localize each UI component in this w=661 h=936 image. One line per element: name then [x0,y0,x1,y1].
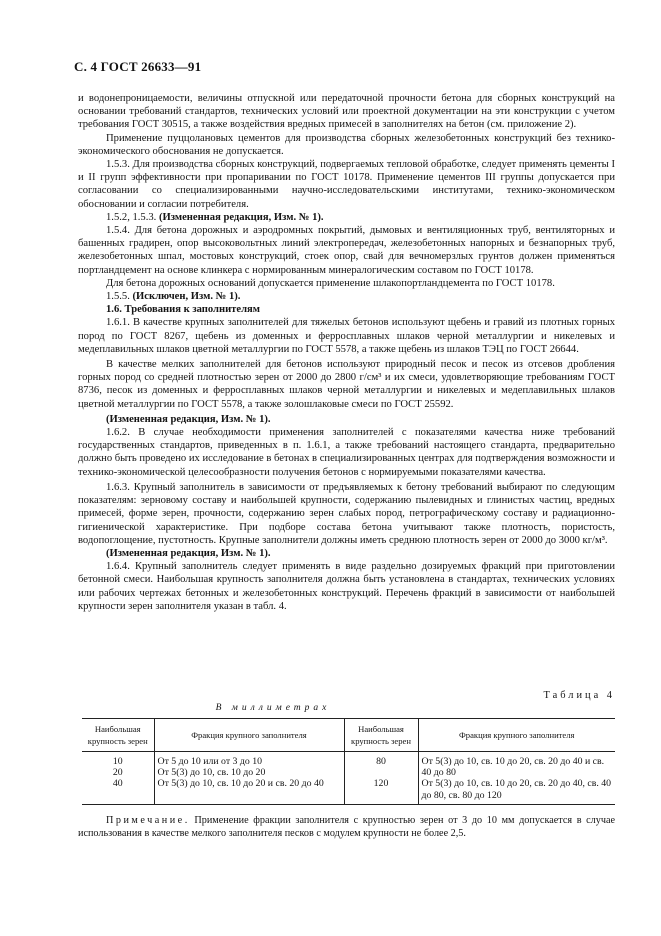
section-heading: 1.6. Требования к заполнителям [106,304,260,316]
table-cell: 10 [112,756,123,767]
clause-numbers: 1.5.2, 1.5.3. [106,211,157,223]
paragraph: Применение пуццолановых цементов для производства сборных железобетонных конструкций без технико-экономического обоснования не допускается. [78,132,615,157]
amendment-note: (Измененная редакция, Изм. № 1). [158,211,324,223]
table-cell: От 5(3) до 10, св. 10 до 20, св. 20 до 40 и св. 40 до 80 [418,752,615,779]
paragraph: 1.6.1. В качестве крупных заполнителей для тяжелых бетонов используют щебень и гравий из плотных горных пород по ГОСТ 8267, щебень из доменных и ферросплавных шлаков черной металлургии и никелевых и медеплавильных шлаков цветной металлургии по ГОСТ 5578, а также щебень из шлаков ТЭЦ по ГОСТ 26644. [78,317,615,355]
excluded-line [78,290,615,303]
paragraph: 1.5.4. Для бетона дорожных и аэродромных покрытий, дымовых и вентиляционных труб, вентиляторных и башенных градирен, опор высоковольтных линий электропередач, железобетонных напорных и безнапорных труб, железобетонных шпал, мостовых конструкций, стоек опор, свай для вечномерзлых грунтов должен применяться портландцемент на основе клинкера с нормированным минералогическим составом по ГОСТ 10178. [78,225,615,276]
amendment-line [78,211,615,224]
table-cell: От 5(3) до 10, св. 10 до 20 [154,767,344,778]
paragraph: Для бетона дорожных оснований допускается применение шлакопортландцемента по ГОСТ 10178. [106,277,555,289]
table-cell: 20 [112,767,123,779]
column-header: Фракция крупного заполнителя [418,719,615,752]
table-cell [344,767,418,778]
table-caption: Таблица 4 [543,690,615,701]
paragraph: В качестве мелких заполнителей для бетонов используют природный песок и песок из отсевов дробления горных пород со средней плотностью зерен от 2000 до 2800 г/см³ и их смеси, удовлетворяющие требованиям ГОСТ 8736, песок из доменных и ферросплавных шлаков черной металлургии и никелевых и медеплавильных шлаков цветной металлургии по ГОСТ 5578, а также золошлаковые смеси по ГОСТ 25592. [78,359,615,410]
paragraph: 1.5.3. Для производства сборных конструкций, подвергаемых тепловой обработке, следует применять цементы I и II групп эффективности при пропаривании по ГОСТ 10178. Применение цементов III группы допускается при согласовании со специализированными научно-исследовательскими институтами, технико-экономическом обосновании и согласии потребителя. [78,159,615,210]
note-label: Примечание. [106,815,190,826]
column-header: Наибольшая крупность зерен [82,719,154,752]
table-row [82,778,615,804]
table-note [78,815,615,840]
amendment-note: (Измененная редакция, Изм. № 1). [106,547,271,559]
document-body [78,92,615,613]
paragraph: 1.6.3. Крупный заполнитель в зависимости от предъявляемых к бетону требований выбирают по следующим показателям: зерновому составу и наибольшей крупности, содержанию пылевидных и глинистых частиц, вредных примесей, форме зерен, прочности, содержанию зерен слабых пород, петрографическому составу и радиационно-гигиенической характеристике. При подборе состава бетона учитывают также плотность, пористость, водопоглощение, пустотность. Крупные заполнители должны иметь среднюю плотность зерен от 2000 до 3000 кг/м³. [78,481,615,546]
table-cell: От 5(3) до 10, св. 10 до 20 и св. 20 до 40 [154,778,344,804]
fraction-table [82,718,615,805]
table-cell: 80 [344,752,418,768]
table-cell: 120 [344,778,418,804]
table-row [82,752,615,768]
page-header: С. 4 ГОСТ 26633—91 [74,59,202,74]
excluded-note: (Исключен, Изм. № 1). [132,291,241,303]
column-header: Наибольшая крупность зерен [344,719,418,752]
table-cell: 40 [82,778,154,804]
amendment-note: (Измененная редакция, Изм. № 1). [106,413,271,425]
clause-number: 1.5.5. [106,291,130,303]
table-cell: От 5(3) до 10, св. 10 до 20, св. 20 до 40, св. 40 до 80, св. 80 до 120 [418,778,615,804]
paragraph: 1.6.2. В случае необходимости применения заполнителей с показателями качества ниже требований государственных стандартов, приведенных в п. 1.6.1, а также требований настоящего стандарта, предварительно должно быть проведено их исследование в бетонах в специализированных центрах для подтверждения возможности и технико-экономической целесообразности получения бетонов с нормируемыми показателями качества. [78,427,615,478]
table-units: В миллиметрах [215,703,331,713]
column-header: Фракция крупного заполнителя [154,719,344,752]
paragraph: 1.6.4. Крупный заполнитель следует применять в виде раздельно дозируемых фракций при приготовлении бетонной смеси. Наибольшая крупность заполнителя должна быть установлена в стандартах, технических условиях или рабочих чертежах бетонных и железобетонных конструкций. Перечень фракций в зависимости от наибольшей крупности зерен заполнителя указан в табл. 4. [78,561,615,612]
note-text: Применение фракции заполнителя с крупностью зерен от 3 до 10 мм допускается в случае использования в качестве мелкого заполнителя песков с модулем крупности не более 2,5. [78,815,616,839]
table-cell: От 5 до 10 или от 3 до 10 [154,752,344,768]
paragraph: и водонепроницаемости, величины отпускной или передаточной прочности бетона для сборных конструкций на основании требований стандартов, технических условий или проектной документации на эти конструкции с учетом требования ГОСТ 30515, а также воздействия вредных примесей в заполнителях на бетон (см. приложение 2). [78,93,615,131]
